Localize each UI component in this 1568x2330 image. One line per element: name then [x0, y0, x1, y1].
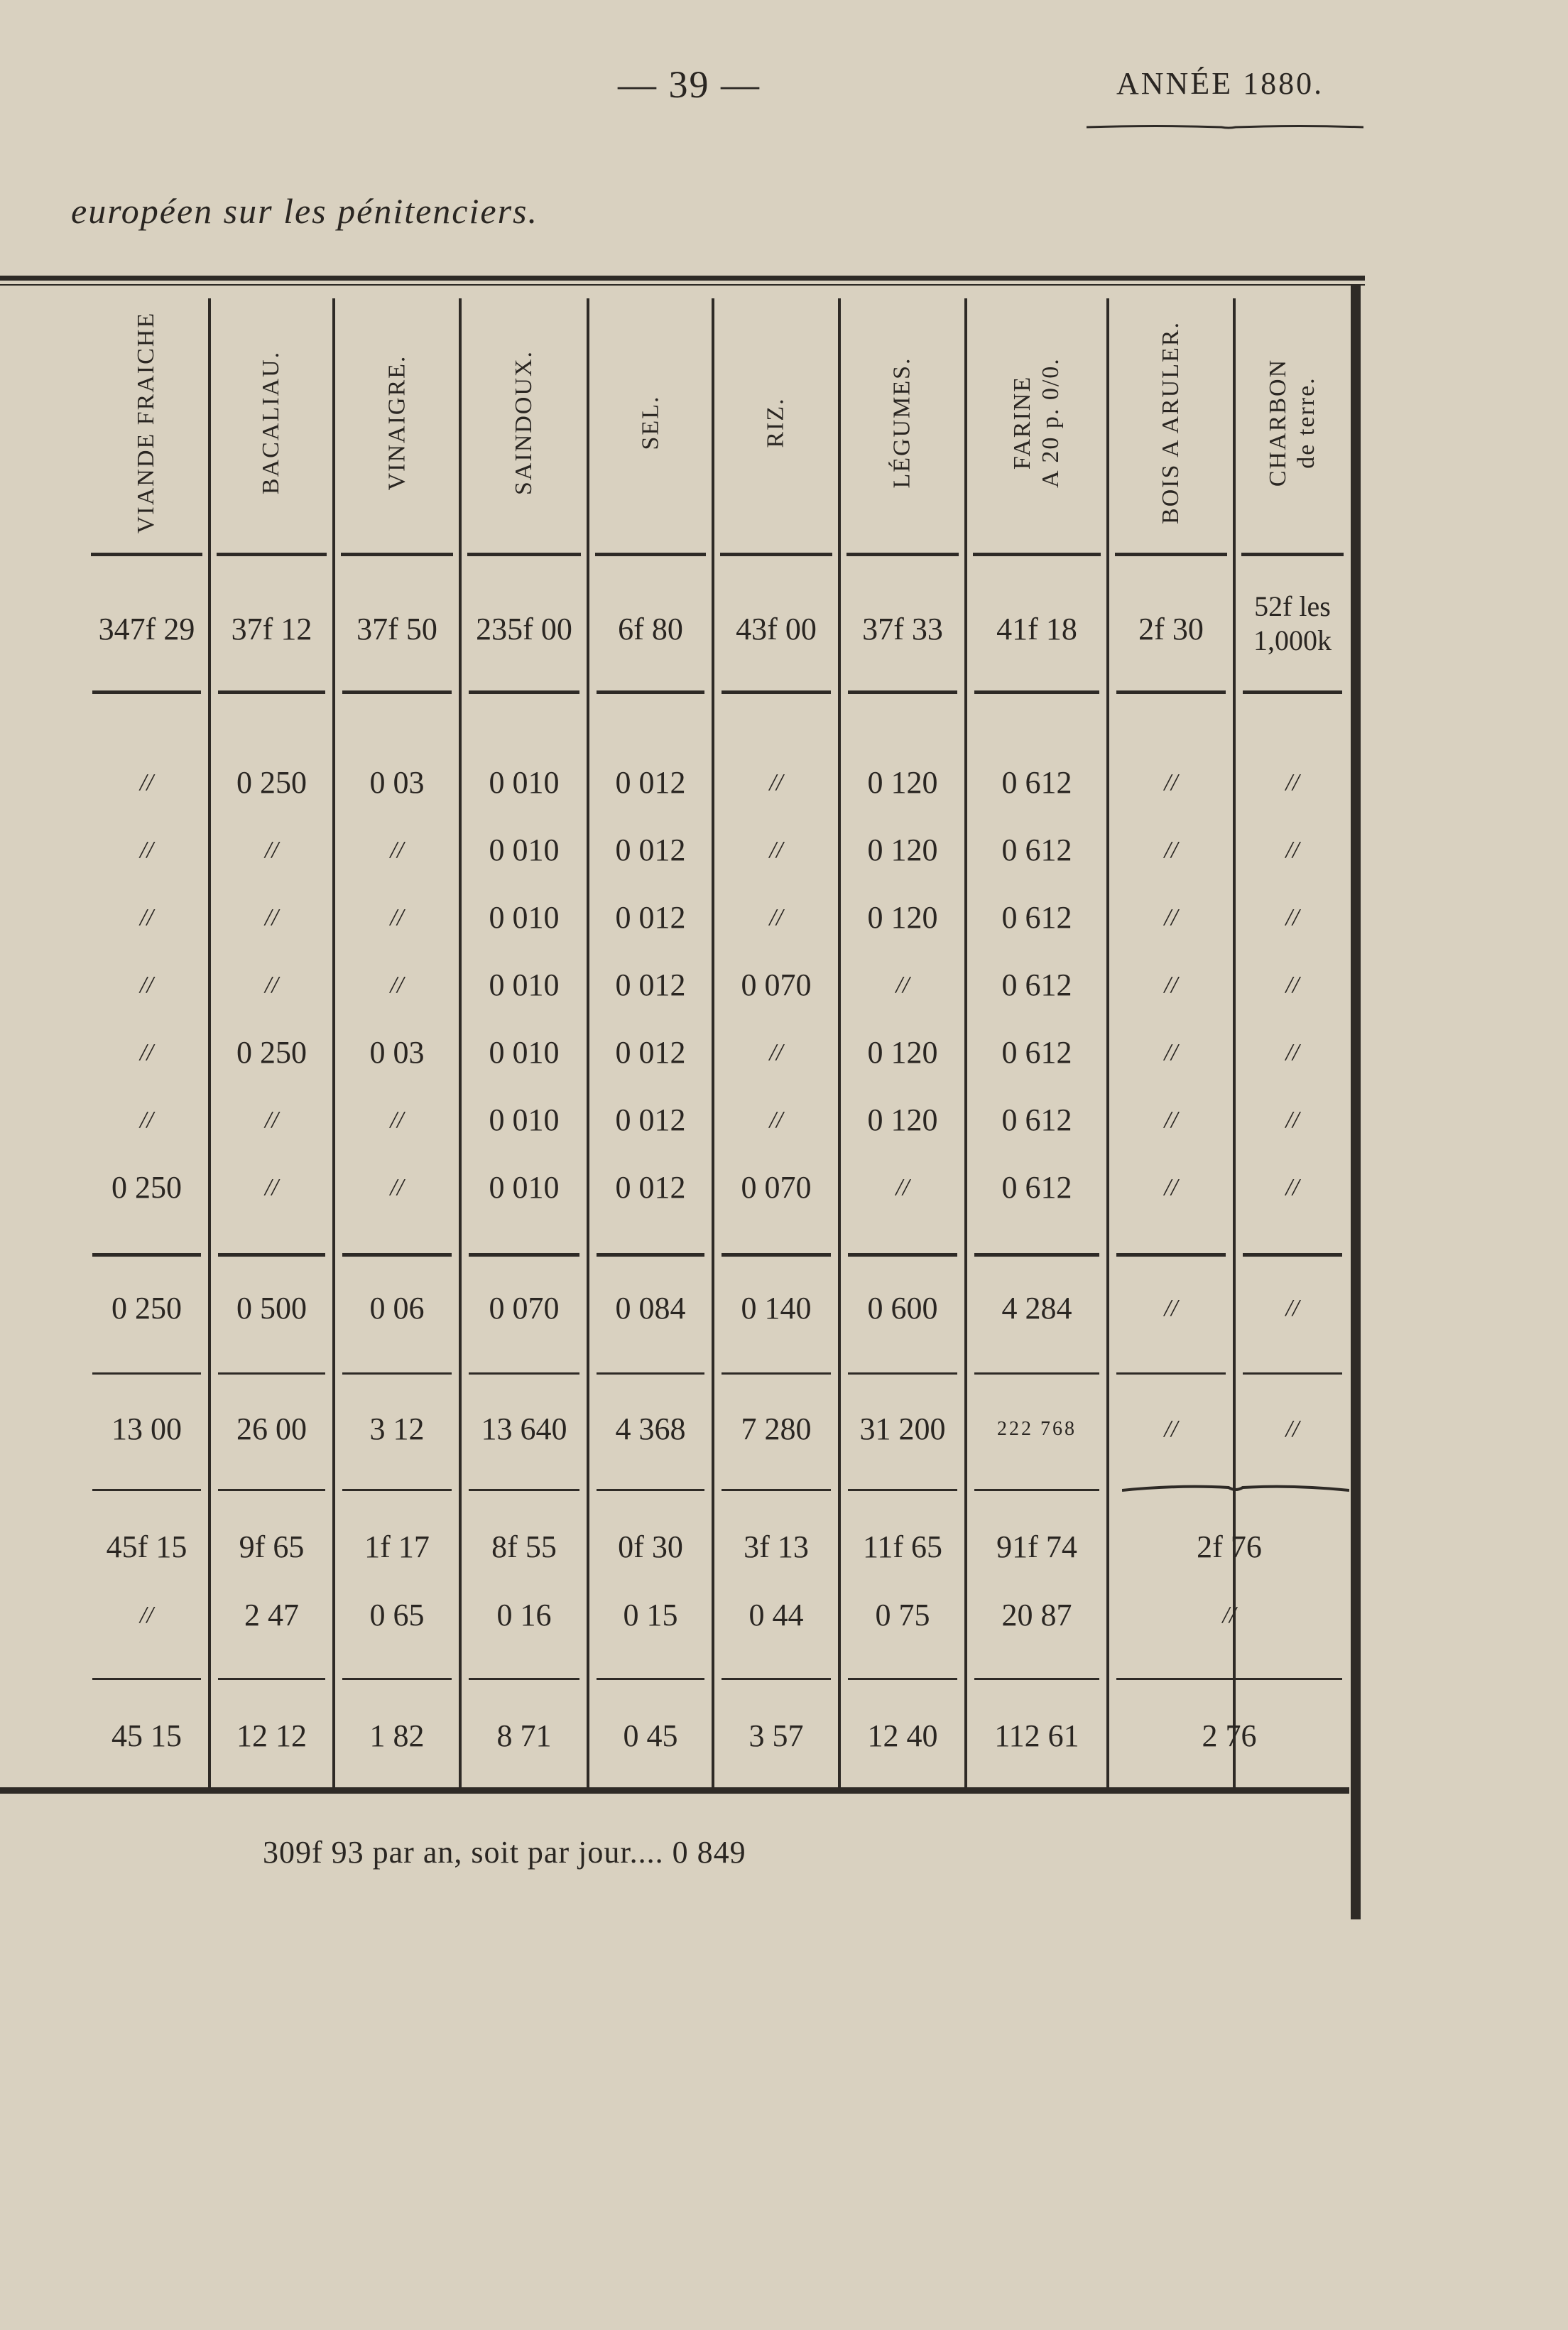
ration-cell: //	[1285, 837, 1300, 863]
row-rule	[342, 690, 452, 694]
column-header-label: SEL.	[636, 395, 663, 450]
header-underline	[1241, 553, 1344, 556]
row-rule	[92, 1678, 201, 1680]
cost-cell: 2 47	[244, 1598, 299, 1632]
weekly-total-cell: 0 600	[867, 1291, 938, 1326]
ration-cell: //	[1164, 1107, 1178, 1133]
row-rule	[469, 690, 579, 694]
ration-cell: 0 612	[1001, 900, 1072, 935]
decorative-rule	[1087, 125, 1363, 129]
row-rule	[597, 1372, 704, 1375]
yearly-quantity-cell: 31 200	[859, 1411, 946, 1446]
footer-total: 309f 93 par an, soit par jour.... 0 849	[263, 1835, 746, 1870]
ration-cell: //	[1164, 1039, 1178, 1066]
grand-total-cell: 1 82	[369, 1718, 425, 1753]
row-rule	[342, 1372, 452, 1375]
yearly-quantity-cell: 13 00	[111, 1411, 182, 1446]
ration-cell: //	[1285, 769, 1300, 796]
weekly-total-cell: 0 500	[236, 1291, 307, 1326]
column-header	[1108, 298, 1234, 547]
ration-cell: 0 612	[1001, 968, 1072, 1002]
ration-cell: 0 012	[615, 1102, 686, 1137]
cost-cell: 20 87	[1001, 1598, 1072, 1632]
header-underline	[720, 553, 832, 556]
row-rule	[1116, 1678, 1342, 1680]
cost-cell: //	[140, 1602, 153, 1628]
row-rule	[722, 1678, 831, 1680]
cost-cell: 2f 76	[1197, 1529, 1262, 1564]
price-cell: 235f 00	[476, 612, 572, 646]
ration-cell: 0 120	[867, 900, 938, 935]
cost-cell: 11f 65	[862, 1529, 943, 1564]
ration-cell: 0 010	[489, 765, 560, 800]
ration-cell: //	[140, 1107, 153, 1133]
row-rule	[722, 1372, 831, 1375]
ration-cell: //	[140, 972, 153, 998]
row-rule	[848, 1489, 957, 1491]
ration-cell: 0 612	[1001, 765, 1072, 800]
year-heading: ANNÉE 1880.	[1116, 66, 1324, 101]
ration-cell: //	[390, 972, 404, 998]
ration-cell: 0 03	[369, 765, 425, 800]
header-underline	[91, 553, 202, 556]
ration-cell: 0 012	[615, 968, 686, 1002]
ration-cell: //	[1285, 1107, 1300, 1133]
row-rule	[848, 1372, 957, 1375]
intro-text: européen sur les pénitenciers.	[71, 191, 538, 231]
row-rule	[1116, 1253, 1226, 1257]
header-underline	[595, 553, 706, 556]
row-rule	[974, 1678, 1099, 1680]
cost-cell: 0 65	[369, 1598, 425, 1632]
ration-cell: //	[895, 1174, 910, 1201]
column-header	[334, 298, 460, 547]
grand-total-cell: 12 40	[867, 1718, 938, 1753]
ration-cell: //	[265, 972, 278, 998]
row-rule	[92, 1253, 201, 1257]
ration-cell: //	[265, 1107, 278, 1133]
price-cell: 347f 29	[98, 612, 195, 646]
weekly-total-cell: //	[1285, 1295, 1300, 1321]
ration-cell: 0 010	[489, 1035, 560, 1070]
column-header-label: LÉGUMES.	[889, 357, 915, 489]
cost-cell: 9f 65	[239, 1529, 305, 1564]
column-header	[588, 298, 713, 547]
ration-cell: 0 012	[615, 1035, 686, 1070]
column-header-label: VIANDE FRAICHE	[133, 311, 160, 534]
price-cell: 37f 50	[356, 612, 437, 646]
header-underline	[973, 553, 1101, 556]
ration-cell: //	[769, 1107, 783, 1133]
ration-cell: 0 012	[615, 1170, 686, 1205]
row-rule	[218, 1372, 325, 1375]
ration-cell: //	[390, 1107, 404, 1133]
ration-cell: 0 120	[867, 765, 938, 800]
weekly-total-cell: 4 284	[1001, 1291, 1072, 1326]
ration-cell: 0 03	[369, 1035, 425, 1070]
cost-cell: 0 15	[623, 1598, 678, 1632]
column-header-label: BACALIAU.	[258, 350, 285, 495]
ration-cell: //	[1164, 972, 1178, 998]
table-top-rule-thin	[0, 284, 1365, 286]
row-rule	[1116, 1372, 1226, 1375]
table-right-border	[1351, 286, 1361, 1919]
header-underline	[846, 553, 959, 556]
grand-total-cell: 0 45	[623, 1718, 678, 1753]
ration-cell: 0 012	[615, 833, 686, 867]
yearly-quantity-cell: 4 368	[615, 1411, 686, 1446]
ration-cell: //	[769, 769, 783, 796]
ration-cell: //	[1164, 769, 1178, 796]
ration-cell: //	[1164, 837, 1178, 863]
price-cell: 6f 80	[618, 612, 683, 646]
yearly-quantity-cell: 7 280	[741, 1411, 812, 1446]
grand-total-cell: 3 57	[748, 1718, 804, 1753]
yearly-quantity-cell: //	[1164, 1416, 1178, 1442]
row-rule	[342, 1678, 452, 1680]
ration-cell: //	[140, 1039, 153, 1066]
row-rule	[469, 1372, 579, 1375]
ration-cell: //	[769, 837, 783, 863]
ration-cell: //	[769, 904, 783, 931]
price-cell: 41f 18	[996, 612, 1077, 646]
weekly-total-cell: 0 140	[741, 1291, 812, 1326]
ration-cell: //	[1285, 904, 1300, 931]
cost-cell: //	[1222, 1602, 1236, 1628]
ration-cell: 0 012	[615, 765, 686, 800]
column-header-label: RIZ.	[763, 397, 789, 448]
grand-total-cell: 112 61	[994, 1718, 1079, 1753]
row-rule	[342, 1253, 452, 1257]
decorative-rule	[1122, 1480, 1349, 1495]
ration-cell: //	[390, 904, 404, 931]
row-rule	[92, 1489, 201, 1491]
row-rule	[597, 690, 704, 694]
yearly-quantity-cell: 13 640	[481, 1411, 567, 1446]
row-rule	[218, 690, 325, 694]
price-cell: 37f 33	[862, 612, 943, 646]
column-header	[209, 298, 334, 547]
row-rule	[469, 1678, 579, 1680]
ration-cell: //	[390, 1174, 404, 1201]
ration-cell: 0 612	[1001, 1170, 1072, 1205]
ration-cell: //	[769, 1039, 783, 1066]
ration-cell: 0 250	[236, 1035, 307, 1070]
ration-cell: //	[1285, 1039, 1300, 1066]
column-header	[84, 298, 209, 547]
ration-cell: //	[265, 1174, 278, 1201]
row-rule	[722, 1253, 831, 1257]
row-rule	[92, 690, 201, 694]
yearly-quantity-cell: //	[1285, 1416, 1300, 1442]
weekly-total-cell: 0 06	[369, 1291, 425, 1326]
weekly-total-cell: 0 250	[111, 1291, 182, 1326]
table-bottom-rule	[0, 1787, 1349, 1794]
cost-cell: 0f 30	[618, 1529, 683, 1564]
cost-cell: 91f 74	[996, 1529, 1077, 1564]
ration-cell: 0 012	[615, 900, 686, 935]
yearly-quantity-cell: 222 768	[997, 1418, 1077, 1440]
ration-cell: 0 612	[1001, 1035, 1072, 1070]
ration-cell: //	[895, 972, 910, 998]
ration-cell: 0 010	[489, 968, 560, 1002]
ration-cell: //	[1285, 1174, 1300, 1201]
grand-total-cell: 45 15	[111, 1718, 182, 1753]
row-rule	[342, 1489, 452, 1491]
ration-cell: //	[140, 769, 153, 796]
cost-cell: 0 75	[875, 1598, 930, 1632]
row-rule	[469, 1489, 579, 1491]
cost-cell: 3f 13	[744, 1529, 809, 1564]
header-underline	[467, 553, 581, 556]
header-underline	[1115, 553, 1227, 556]
table-top-rule	[0, 276, 1365, 281]
row-rule	[848, 1678, 957, 1680]
cost-cell: 1f 17	[364, 1529, 430, 1564]
cost-cell: 45f 15	[106, 1529, 187, 1564]
row-rule	[469, 1253, 579, 1257]
cost-cell: 8f 55	[491, 1529, 557, 1564]
row-rule	[722, 1489, 831, 1491]
ration-cell: //	[265, 904, 278, 931]
row-rule	[848, 1253, 957, 1257]
price-cell: 37f 12	[231, 612, 312, 646]
column-header	[713, 298, 839, 547]
ration-cell: 0 120	[867, 1035, 938, 1070]
ration-cell: //	[140, 837, 153, 863]
ration-cell: 0 250	[111, 1170, 182, 1205]
page-number: — 39 —	[618, 63, 761, 106]
row-rule	[218, 1253, 325, 1257]
price-cell: 43f 00	[736, 612, 817, 646]
price-cell: 52f les 1,000k	[1253, 590, 1332, 656]
yearly-quantity-cell: 3 12	[369, 1411, 425, 1446]
header-underline	[341, 553, 453, 556]
column-header	[460, 298, 588, 547]
ration-cell: //	[1285, 972, 1300, 998]
column-header-label: FARINE A 20 p. 0/0.	[1009, 357, 1064, 488]
ration-cell: 0 120	[867, 1102, 938, 1137]
column-header	[839, 298, 966, 547]
grand-total-cell: 2 76	[1202, 1718, 1257, 1753]
yearly-quantity-cell: 26 00	[236, 1411, 307, 1446]
column-header-label: SAINDOUX.	[511, 350, 537, 496]
ration-cell: 0 010	[489, 833, 560, 867]
ration-cell: 0 612	[1001, 1102, 1072, 1137]
price-cell: 2f 30	[1138, 612, 1204, 646]
ration-cell: 0 010	[489, 1170, 560, 1205]
ration-cell: //	[1164, 904, 1178, 931]
ration-cell: //	[140, 904, 153, 931]
column-header-label: VINAIGRE.	[383, 354, 410, 491]
grand-total-cell: 8 71	[496, 1718, 552, 1753]
row-rule	[974, 1372, 1099, 1375]
row-rule	[974, 1489, 1099, 1491]
row-rule	[218, 1489, 325, 1491]
row-rule	[848, 690, 957, 694]
ration-cell: //	[390, 837, 404, 863]
row-rule	[597, 1253, 704, 1257]
ration-cell: //	[265, 837, 278, 863]
weekly-total-cell: 0 070	[489, 1291, 560, 1326]
header-underline	[217, 553, 327, 556]
row-rule	[218, 1678, 325, 1680]
cost-cell: 0 16	[496, 1598, 552, 1632]
ration-cell: 0 612	[1001, 833, 1072, 867]
column-header	[1234, 298, 1351, 547]
ration-cell: 0 250	[236, 765, 307, 800]
row-rule	[92, 1372, 201, 1375]
row-rule	[1243, 1253, 1342, 1257]
ration-cell: //	[1164, 1174, 1178, 1201]
weekly-total-cell: 0 084	[615, 1291, 686, 1326]
cost-cell: 0 44	[748, 1598, 804, 1632]
row-rule	[974, 690, 1099, 694]
column-header-label: CHARBON de terre.	[1265, 358, 1319, 487]
ration-cell: 0 010	[489, 1102, 560, 1137]
ration-cell: 0 070	[741, 968, 812, 1002]
row-rule	[597, 1489, 704, 1491]
column-header	[966, 298, 1108, 547]
row-rule	[597, 1678, 704, 1680]
grand-total-cell: 12 12	[236, 1718, 307, 1753]
ration-cell: 0 120	[867, 833, 938, 867]
row-rule	[974, 1253, 1099, 1257]
row-rule	[1243, 1372, 1342, 1375]
row-rule	[1243, 690, 1342, 694]
weekly-total-cell: //	[1164, 1295, 1178, 1321]
column-header-label: BOIS A ARULER.	[1158, 321, 1185, 524]
row-rule	[722, 690, 831, 694]
ration-cell: 0 070	[741, 1170, 812, 1205]
row-rule	[1116, 690, 1226, 694]
ration-cell: 0 010	[489, 900, 560, 935]
